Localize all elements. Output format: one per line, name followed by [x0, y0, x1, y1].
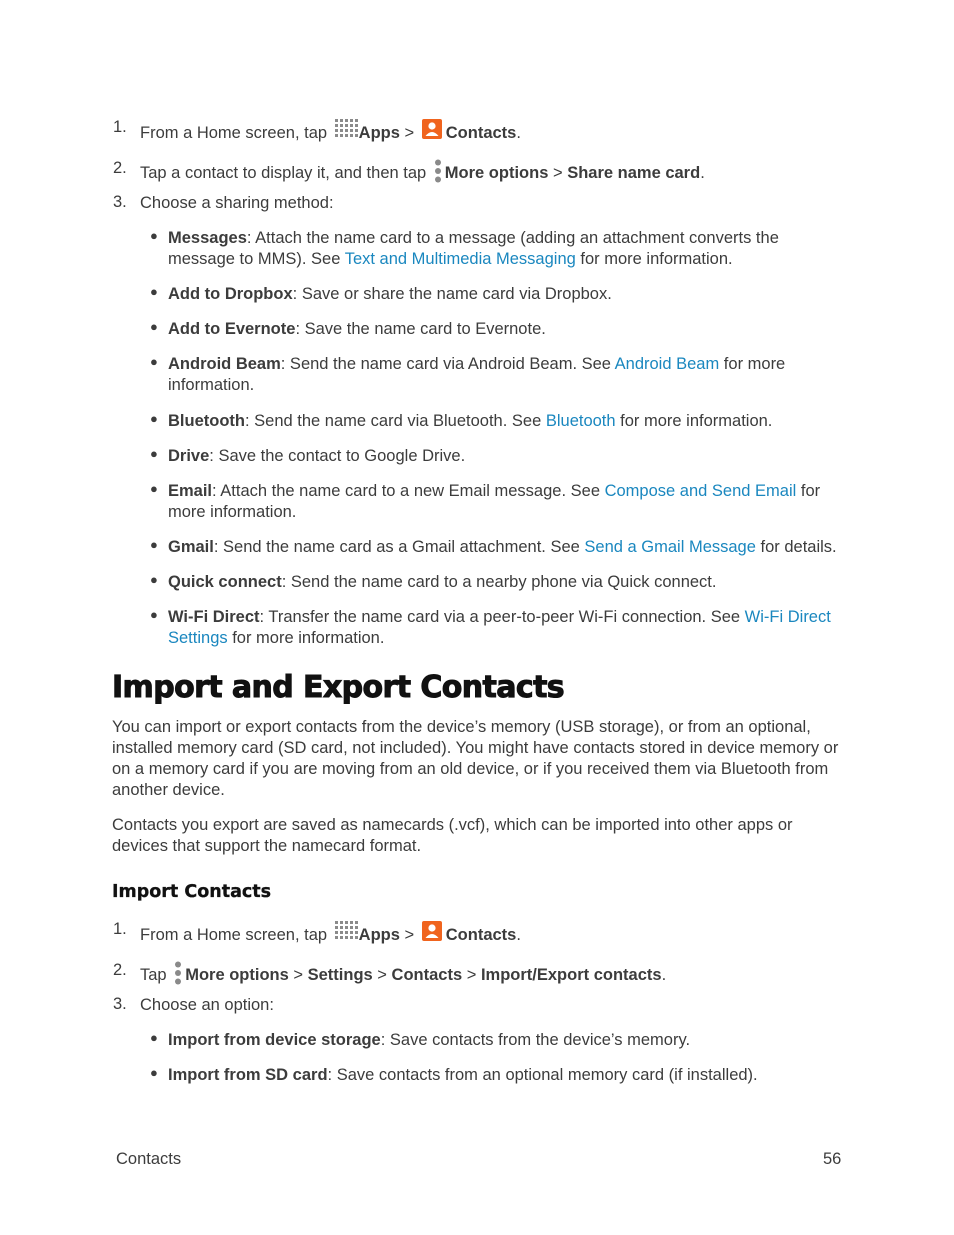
list-item-description: : Transfer the name card via a peer-to-peer Wi-Fi connection. See [259, 608, 745, 626]
separator: > [293, 966, 304, 984]
separator: > [466, 966, 477, 984]
list-item-text [168, 607, 848, 649]
list-item-description: : Send the name card via Bluetooth. See [244, 412, 546, 430]
list-item-description-end: for more information. [168, 355, 786, 394]
list-item-description: : Save the contact to Google Drive. [209, 447, 466, 465]
step-text: From a Home screen, tap [140, 926, 328, 944]
step-number: 3. [113, 995, 127, 1013]
settings-label: Settings [307, 966, 373, 984]
step-text: Choose a sharing method: [140, 194, 334, 212]
separator: > [404, 926, 415, 944]
list-item-description: : Attach the name card to a new Email message. See [212, 482, 605, 500]
list-item-term: Messages [168, 229, 247, 247]
apps-grid-icon [334, 118, 358, 140]
list-item-text [168, 1030, 848, 1051]
list-item-description-end: for more information. [615, 412, 773, 430]
list-item-text [168, 481, 848, 523]
bullet-icon: ● [150, 1065, 158, 1080]
more-options-icon [174, 961, 182, 985]
list-item-description: : Save contacts from an optional memory card (if installed). [327, 1066, 758, 1084]
list-item-term: Gmail [168, 538, 214, 556]
step-number: 2. [113, 961, 127, 979]
list-item-text [168, 572, 848, 593]
list-item-text [168, 354, 848, 396]
apps-label: Apps [358, 926, 400, 944]
list-item-term: Android Beam [168, 355, 281, 373]
cross-reference-link[interactable]: Wi-Fi Direct Settings [168, 608, 831, 647]
bullet-icon: ● [150, 1030, 158, 1045]
list-item-term: Drive [168, 447, 210, 465]
list-item-text [168, 1065, 848, 1086]
step-number: 1. [113, 920, 127, 938]
step-text: Choose an option: [140, 996, 274, 1014]
list-item-description: : Attach the name card to a message (adding an attachment converts the message to MMS). See [168, 229, 779, 268]
list-item-text [168, 537, 848, 558]
step-text: Tap [140, 966, 167, 984]
list-item-term: Quick connect [168, 573, 282, 591]
contacts-label: Contacts [445, 124, 517, 142]
list-item-description: : Send the name card to a nearby phone via Quick connect. [281, 573, 717, 591]
more-options-icon [434, 159, 442, 183]
bullet-icon: ● [150, 446, 158, 461]
bullet-icon: ● [150, 354, 158, 369]
list-item-description: : Send the name card as a Gmail attachment. See [213, 538, 585, 556]
cross-reference-link[interactable]: Text and Multimedia Messaging [344, 250, 576, 268]
step-number: 2. [113, 159, 127, 177]
intro-paragraph: You can import or export contacts from the device’s memory (USB storage), or from an optional, installed memory card (SD card, not included). You might have contacts stored in device memory or on a memory card if you are moving from an old device, or if you received them via Bluetooth from another device. [112, 718, 839, 799]
bullet-icon: ● [150, 411, 158, 426]
apps-label: Apps [358, 124, 400, 142]
list-item-term: Add to Dropbox [168, 285, 293, 303]
footer-section: Contacts [116, 1150, 182, 1168]
apps-grid-icon [334, 920, 358, 942]
export-paragraph: Contacts you export are saved as namecards (.vcf), which can be imported into other apps or devices that support the namecard format. [112, 816, 793, 855]
list-item-description-end: for details. [755, 538, 837, 556]
period: . [661, 966, 667, 984]
cross-reference-link[interactable]: Compose and Send Email [604, 482, 797, 500]
list-item-term: Add to Evernote [168, 320, 296, 338]
separator: > [404, 124, 415, 142]
list-item-term: Wi-Fi Direct [168, 608, 260, 626]
step-number: 3. [113, 193, 127, 211]
list-item-term: Email [168, 482, 213, 500]
list-item-text [168, 446, 848, 467]
separator: > [552, 164, 563, 182]
list-item-description: : Save the name card to Evernote. [295, 320, 546, 338]
cross-reference-link[interactable]: Send a Gmail Message [584, 538, 756, 556]
more-options-label: More options [185, 966, 289, 984]
list-item-description: : Send the name card via Android Beam. See [280, 355, 615, 373]
bullet-icon: ● [150, 607, 158, 622]
cross-reference-link[interactable]: Bluetooth [545, 412, 616, 430]
bullet-icon: ● [150, 481, 158, 496]
bullet-icon: ● [150, 537, 158, 552]
separator: > [377, 966, 387, 984]
bullet-icon: ● [150, 284, 158, 299]
list-item-description-end: for more information. [227, 629, 385, 647]
page-number: 56 [823, 1150, 842, 1168]
contacts-label: Contacts [445, 926, 517, 944]
list-item-text [168, 411, 848, 432]
period: . [516, 124, 521, 142]
period: . [700, 164, 705, 182]
list-item-term: Bluetooth [168, 412, 245, 430]
list-item-description: : Save or share the name card via Dropbox. [292, 285, 612, 303]
section-subheading: Import Contacts [112, 882, 272, 902]
share-name-card-label: Share name card [567, 164, 701, 182]
bullet-icon: ● [150, 319, 158, 334]
list-item-term: Import from SD card [168, 1066, 328, 1084]
list-item-description-end: for more information. [168, 482, 821, 521]
import-export-label: Import/Export contacts [480, 966, 662, 984]
step-text: Tap a contact to display it, and then tap [140, 164, 427, 182]
list-item-text [168, 228, 848, 270]
bullet-icon: ● [150, 228, 158, 243]
step-number: 1. [113, 118, 127, 136]
list-item-term: Import from device storage [168, 1031, 381, 1049]
step-text: From a Home screen, tap [140, 124, 328, 142]
list-item-text [168, 284, 848, 305]
list-item-text [168, 319, 848, 340]
contacts-icon [422, 119, 442, 139]
contacts-label: Contacts [391, 966, 463, 984]
cross-reference-link[interactable]: Android Beam [614, 355, 720, 373]
list-item-description-end: for more information. [575, 250, 733, 268]
page-heading: Import and Export Contacts [112, 670, 565, 705]
period: . [516, 926, 521, 944]
more-options-label: More options [444, 164, 549, 182]
list-item-description: : Save contacts from the device’s memory. [380, 1031, 691, 1049]
bullet-icon: ● [150, 572, 158, 587]
contacts-icon [422, 921, 442, 941]
